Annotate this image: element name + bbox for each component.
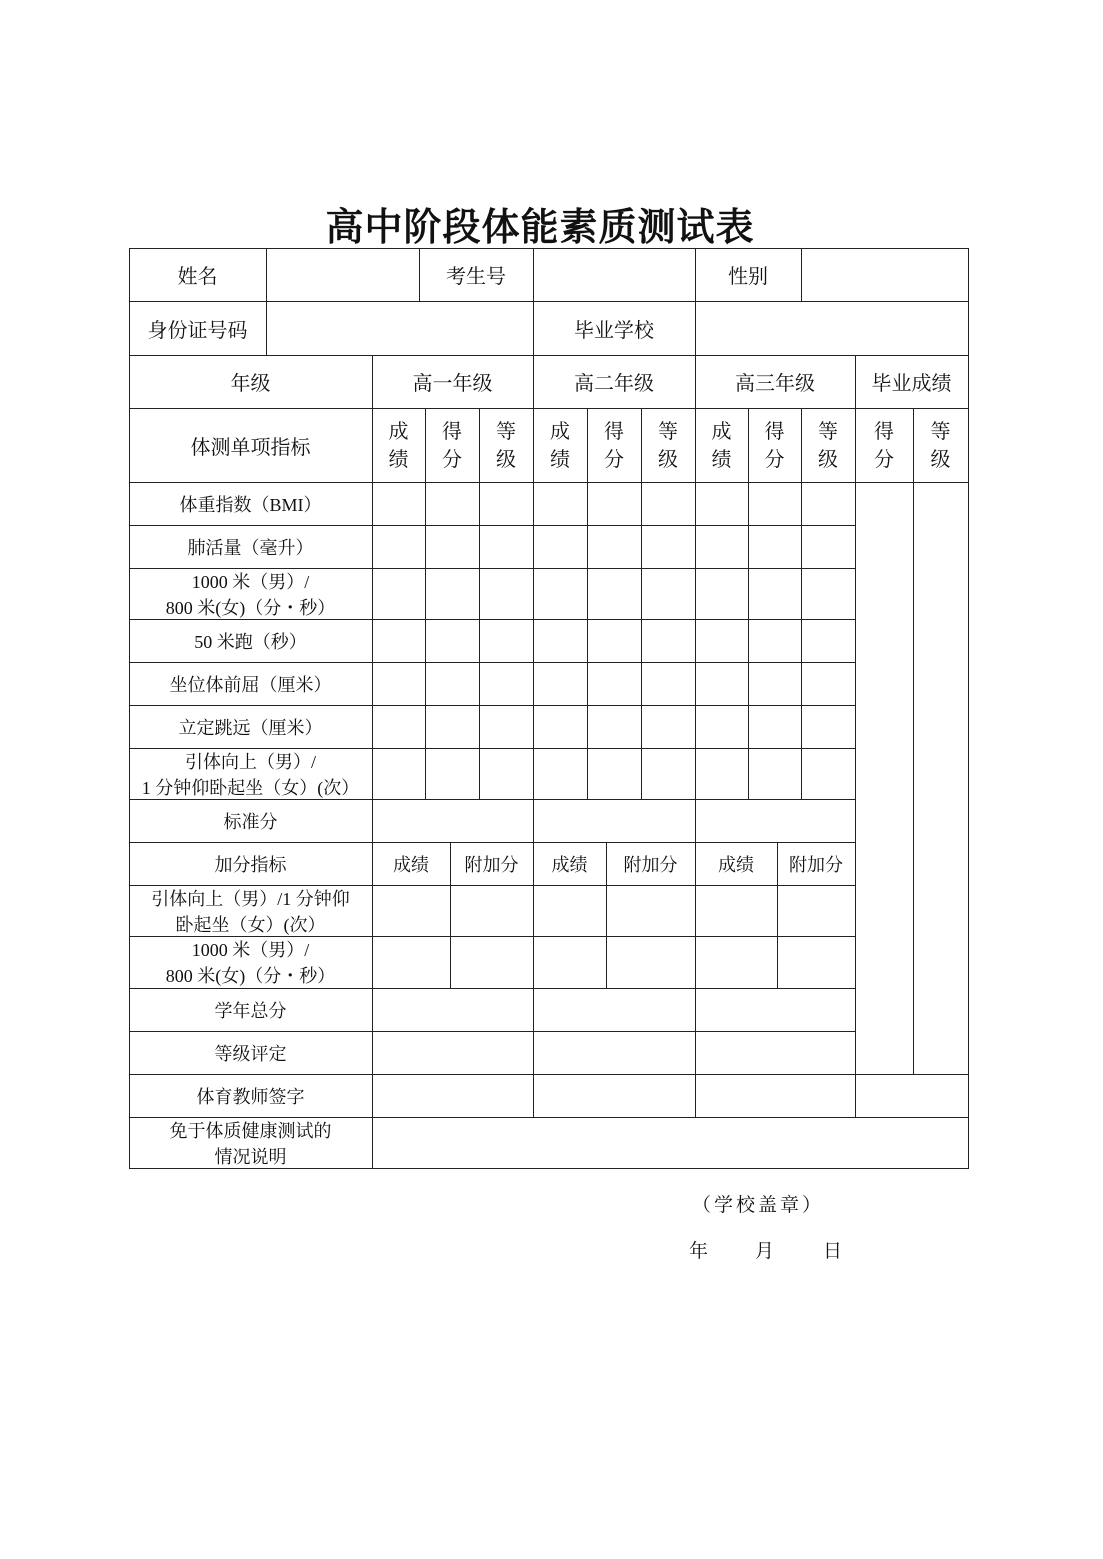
- metric-value-cell: [748, 662, 802, 706]
- bonus-extra-header-text: 附加分: [623, 854, 678, 875]
- bonus-item-label-text: 引体向上（男）/1 分钟仰 卧起坐（女）(次）: [151, 888, 350, 935]
- sub-header-level: [801, 408, 856, 483]
- school-stamp-label: （学校盖章）: [692, 1195, 825, 1216]
- rating-label: [129, 1031, 373, 1075]
- metric-value-cell: [425, 525, 480, 569]
- bonus-score-header: [533, 842, 607, 886]
- bonus-extra-header-text: 附加分: [464, 854, 519, 875]
- metric-value-cell: [748, 619, 802, 663]
- exam-no-label: [419, 248, 534, 302]
- standard-score-cell: [372, 799, 534, 843]
- metric-item-label-text: 立定跳远（厘米）: [178, 717, 323, 738]
- id-label: [129, 301, 267, 356]
- metric-value-cell: [641, 619, 696, 663]
- grade-2-header: [533, 355, 696, 409]
- bonus-extra-header-text: 附加分: [789, 854, 843, 875]
- exemption-label-text: 免于体质健康测试的 情况说明: [169, 1120, 332, 1167]
- total-score-cell: [372, 988, 534, 1032]
- grade-label-text: 年级: [230, 371, 271, 395]
- metric-value-cell: [748, 705, 802, 749]
- metric-item-label: [129, 705, 373, 749]
- bonus-score-header-text: 成绩: [718, 854, 754, 875]
- metric-value-cell: [372, 619, 426, 663]
- sub-header-level: [641, 408, 696, 483]
- sub-header-points-text: 得分: [442, 419, 462, 471]
- metric-item-label: [129, 619, 373, 663]
- bonus-value-cell: [450, 885, 534, 937]
- metric-value-cell: [641, 568, 696, 620]
- metric-value-cell: [425, 748, 480, 800]
- sub-header-points: [748, 408, 802, 483]
- metric-value-cell: [801, 482, 856, 526]
- graduation-level-header-text: 等级: [930, 419, 951, 471]
- bonus-value-cell: [777, 936, 856, 989]
- bonus-item-label-text: 1000 米（男）/ 800 米(女)（分・秒）: [165, 940, 336, 986]
- grade-label: [129, 355, 373, 409]
- teacher-sign-label-text: 体育教师签字: [196, 1086, 305, 1107]
- rating-cell: [372, 1031, 534, 1075]
- metric-value-cell: [533, 482, 588, 526]
- metric-value-cell: [641, 662, 696, 706]
- graduation-header: [855, 355, 969, 409]
- metric-value-cell: [587, 662, 642, 706]
- rating-cell: [533, 1031, 696, 1075]
- metric-value-cell: [372, 482, 426, 526]
- bonus-value-cell: [372, 936, 451, 989]
- bonus-value-cell: [533, 885, 607, 937]
- metric-value-cell: [748, 525, 802, 569]
- total-score-label: [129, 988, 373, 1032]
- exemption-cell: [372, 1117, 969, 1169]
- metrics-label: [129, 408, 373, 483]
- teacher-sign-cell: [855, 1074, 969, 1118]
- standard-score-cell: [695, 799, 856, 843]
- bonus-label: [129, 842, 373, 886]
- metric-value-cell: [748, 482, 802, 526]
- metric-value-cell: [533, 748, 588, 800]
- grade-1-header: [372, 355, 534, 409]
- bonus-value-cell: [606, 885, 696, 937]
- school-field: [695, 301, 969, 356]
- total-score-cell: [695, 988, 856, 1032]
- metric-item-label-text: 50 米跑（秒）: [194, 631, 307, 652]
- graduation-points-header-text: 得分: [874, 419, 894, 471]
- metric-item-label: [129, 568, 373, 620]
- standard-score-label-text: 标准分: [223, 811, 278, 832]
- rating-cell: [695, 1031, 856, 1075]
- teacher-sign-cell: [695, 1074, 856, 1118]
- name-label-text: 姓名: [177, 264, 218, 288]
- metric-value-cell: [801, 568, 856, 620]
- metric-value-cell: [695, 705, 749, 749]
- metric-value-cell: [641, 748, 696, 800]
- metric-value-cell: [425, 482, 480, 526]
- sub-header-level: [479, 408, 534, 483]
- metric-value-cell: [372, 748, 426, 800]
- sub-header-points: [425, 408, 480, 483]
- bonus-label-text: 加分指标: [214, 854, 287, 875]
- graduation-header-text: 毕业成绩: [871, 371, 952, 395]
- metric-value-cell: [801, 525, 856, 569]
- sub-header-level-text: 等级: [658, 419, 678, 471]
- metric-value-cell: [587, 748, 642, 800]
- bonus-item-label: [129, 936, 373, 989]
- sub-header-points-text: 得分: [604, 419, 624, 471]
- metric-value-cell: [425, 619, 480, 663]
- grade-3-header: [695, 355, 856, 409]
- exam-no-label-text: 考生号: [446, 264, 506, 288]
- sub-header-score: [372, 408, 426, 483]
- metric-value-cell: [479, 619, 534, 663]
- bonus-score-header: [372, 842, 451, 886]
- metric-value-cell: [748, 748, 802, 800]
- school-label-text: 毕业学校: [574, 317, 654, 342]
- bonus-item-label: [129, 885, 373, 937]
- sub-header-points-text: 得分: [764, 419, 785, 471]
- metric-value-cell: [641, 482, 696, 526]
- bonus-extra-header: [606, 842, 696, 886]
- metric-value-cell: [425, 568, 480, 620]
- id-field: [266, 301, 534, 356]
- sub-header-score-text: 成绩: [388, 419, 409, 471]
- metric-value-cell: [372, 568, 426, 620]
- graduation-level-cell: [913, 482, 969, 1075]
- metric-value-cell: [479, 662, 534, 706]
- bonus-value-cell: [533, 936, 607, 989]
- grade-2-header-text: 高二年级: [574, 371, 654, 395]
- sub-header-level-text: 等级: [496, 419, 516, 471]
- teacher-sign-cell: [372, 1074, 534, 1118]
- metric-value-cell: [479, 748, 534, 800]
- page-title: 高中阶段体能素质测试表: [325, 205, 755, 249]
- grade-3-header-text: 高三年级: [735, 371, 815, 395]
- name-field: [266, 248, 420, 302]
- total-score-cell: [533, 988, 696, 1032]
- metric-value-cell: [533, 662, 588, 706]
- bonus-score-header: [695, 842, 778, 886]
- metric-value-cell: [641, 525, 696, 569]
- gender-field: [801, 248, 969, 302]
- metric-item-label-text: 坐位体前屈（厘米）: [169, 674, 332, 695]
- year-label: 年: [689, 1241, 712, 1262]
- metric-value-cell: [533, 705, 588, 749]
- metric-value-cell: [587, 525, 642, 569]
- metric-value-cell: [695, 748, 749, 800]
- metric-value-cell: [425, 705, 480, 749]
- metric-value-cell: [695, 568, 749, 620]
- exemption-label: [129, 1117, 373, 1169]
- gender-label-text: 性别: [728, 264, 768, 288]
- metric-value-cell: [479, 568, 534, 620]
- metric-item-label-text: 引体向上（男）/ 1 分钟仰卧起坐（女）(次）: [141, 751, 360, 798]
- sub-header-level-text: 等级: [818, 419, 838, 471]
- metric-value-cell: [533, 568, 588, 620]
- metric-value-cell: [479, 482, 534, 526]
- teacher-sign-label: [129, 1074, 373, 1118]
- metric-value-cell: [695, 482, 749, 526]
- metric-value-cell: [372, 705, 426, 749]
- metrics-label-text: 体测单项指标: [190, 434, 311, 459]
- grade-1-header-text: 高一年级: [412, 371, 493, 395]
- bonus-value-cell: [695, 936, 778, 989]
- sub-header-score-text: 成绩: [550, 419, 570, 471]
- sub-header-points: [587, 408, 642, 483]
- metric-value-cell: [533, 525, 588, 569]
- name-label: [129, 248, 267, 302]
- rating-label-text: 等级评定: [214, 1043, 287, 1064]
- metric-value-cell: [801, 748, 856, 800]
- exam-no-field: [533, 248, 696, 302]
- metric-item-label-text: 肺活量（毫升）: [187, 537, 314, 558]
- metric-item-label: [129, 748, 373, 800]
- metric-value-cell: [641, 705, 696, 749]
- metric-value-cell: [372, 662, 426, 706]
- standard-score-cell: [533, 799, 696, 843]
- metric-value-cell: [695, 619, 749, 663]
- metric-value-cell: [801, 619, 856, 663]
- metric-item-label-text: 体重指数（BMI）: [179, 494, 322, 515]
- bonus-value-cell: [777, 885, 856, 937]
- bonus-value-cell: [450, 936, 534, 989]
- metric-value-cell: [587, 705, 642, 749]
- bonus-extra-header: [777, 842, 856, 886]
- metric-value-cell: [695, 525, 749, 569]
- metric-value-cell: [587, 482, 642, 526]
- metric-value-cell: [425, 662, 480, 706]
- metric-value-cell: [801, 662, 856, 706]
- graduation-points-cell: [855, 482, 914, 1075]
- bonus-score-header-text: 成绩: [551, 854, 588, 875]
- metric-item-label: [129, 482, 373, 526]
- metric-value-cell: [801, 705, 856, 749]
- metric-value-cell: [479, 525, 534, 569]
- school-label: [533, 301, 696, 356]
- metric-value-cell: [695, 662, 749, 706]
- gender-label: [695, 248, 802, 302]
- total-score-label-text: 学年总分: [214, 1000, 287, 1021]
- bonus-score-header-text: 成绩: [393, 854, 429, 875]
- graduation-level-header: [913, 408, 969, 483]
- teacher-sign-cell: [533, 1074, 696, 1118]
- metric-item-label-text: 1000 米（男）/ 800 米(女)（分・秒）: [165, 571, 336, 618]
- bonus-value-cell: [606, 936, 696, 989]
- bonus-extra-header: [450, 842, 534, 886]
- metric-item-label: [129, 525, 373, 569]
- day-label: 日: [823, 1241, 846, 1262]
- sub-header-score-text: 成绩: [711, 419, 732, 471]
- bonus-value-cell: [372, 885, 451, 937]
- sub-header-score: [695, 408, 749, 483]
- metric-value-cell: [533, 619, 588, 663]
- metric-value-cell: [479, 705, 534, 749]
- sub-header-score: [533, 408, 588, 483]
- metric-value-cell: [587, 568, 642, 620]
- graduation-points-header: [855, 408, 914, 483]
- bonus-value-cell: [695, 885, 778, 937]
- metric-value-cell: [748, 568, 802, 620]
- id-label-text: 身份证号码: [147, 317, 248, 342]
- standard-score-label: [129, 799, 373, 843]
- metric-value-cell: [372, 525, 426, 569]
- metric-value-cell: [587, 619, 642, 663]
- month-label: 月: [755, 1241, 778, 1262]
- metric-item-label: [129, 662, 373, 706]
